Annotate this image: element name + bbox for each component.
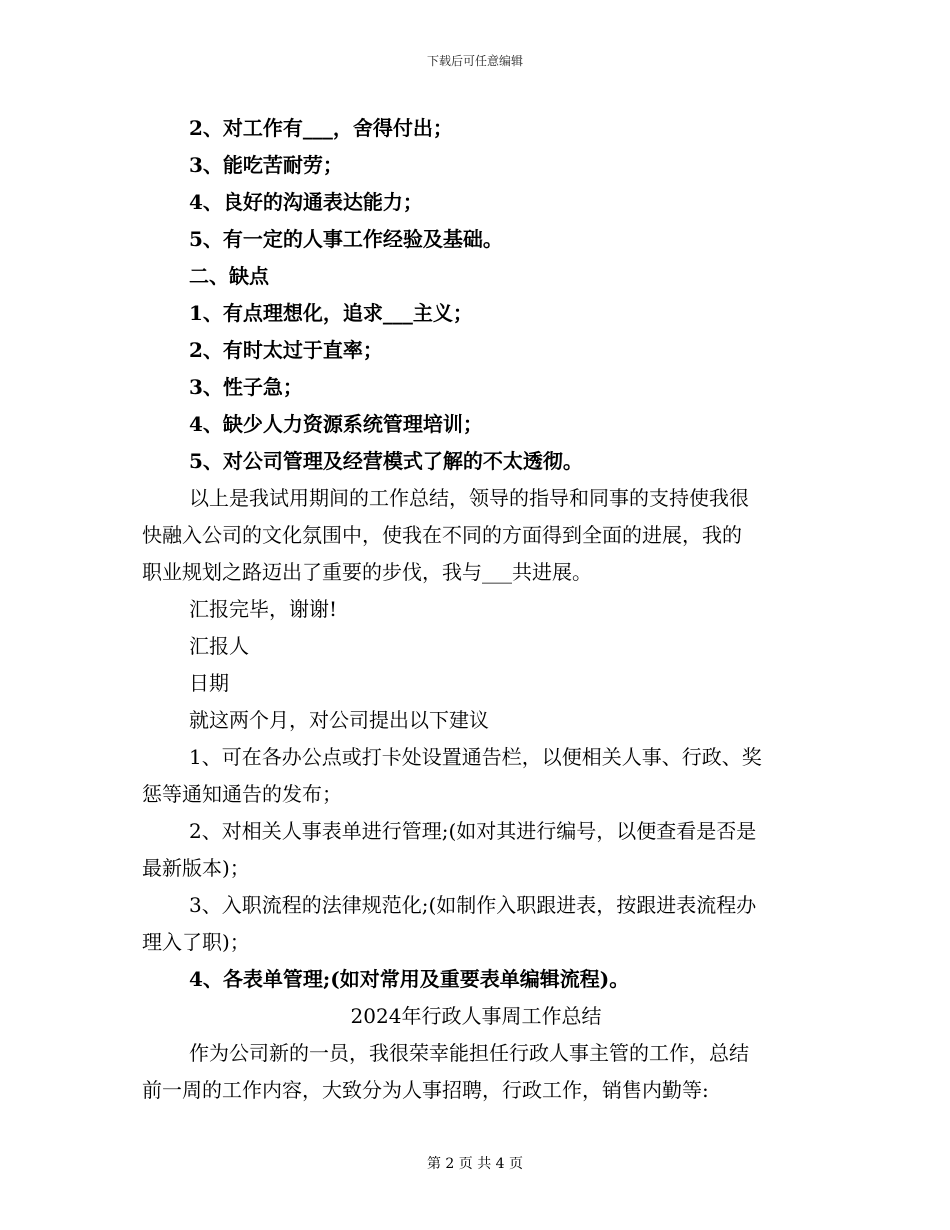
text-line: 4、缺少人力资源系统管理培训； xyxy=(189,412,483,436)
text-line: 5、对公司管理及经营模式了解的不太透彻。 xyxy=(189,449,583,473)
text-line: 2、有时太过于直率； xyxy=(189,338,383,362)
text-line: 以上是我试用期间的工作总结，领导的指导和同事的支持使我很 xyxy=(189,486,749,510)
text-line: 职业规划之路迈出了重要的步伐，我与___共进展。 xyxy=(142,560,592,584)
text-line: 3、性子急； xyxy=(189,375,303,399)
text-line: 前一周的工作内容，大致分为人事招聘，行政工作，销售内勤等: xyxy=(142,1078,709,1102)
text-line: 汇报人 xyxy=(189,634,249,658)
text-line: 汇报完毕，谢谢! xyxy=(189,597,338,621)
section-heading: 二、缺点 xyxy=(189,264,269,288)
text-line: 1、可在各办公点或打卡处设置通告栏，以便相关人事、行政、奖 xyxy=(189,745,762,769)
text-line: 作为公司新的一员，我很荣幸能担任行政人事主管的工作，总结 xyxy=(189,1041,749,1065)
text-line: 3、能吃苦耐劳； xyxy=(189,153,343,177)
text-line: 最新版本)； xyxy=(142,856,250,880)
text-line: 2、对工作有___，舍得付出； xyxy=(189,116,453,140)
text-line: 3、入职流程的法律规范化;(如制作入职跟进表，按跟进表流程办 xyxy=(189,893,757,917)
text-line: 5、有一定的人事工作经验及基础。 xyxy=(189,227,503,251)
text-line: 4、各表单管理;(如对常用及重要表单编辑流程)。 xyxy=(189,967,630,991)
text-line: 就这两个月，对公司提出以下建议 xyxy=(189,708,489,732)
document-title: 2024年行政人事周工作总结 xyxy=(350,1004,602,1028)
document-body xyxy=(142,110,810,1109)
text-line: 1、有点理想化，追求___主义； xyxy=(189,301,473,325)
text-line: 日期 xyxy=(189,671,229,695)
text-line: 快融入公司的文化氛围中，使我在不同的方面得到全面的进展，我的 xyxy=(142,523,742,547)
text-line: 2、对相关人事表单进行管理;(如对其进行编号，以便查看是否是 xyxy=(189,819,757,843)
text-line: 理入了职)； xyxy=(142,930,250,954)
page-footer: 第 2 页 共 4 页 xyxy=(426,1156,524,1172)
text-line: 4、良好的沟通表达能力； xyxy=(189,190,423,214)
page-header: 下载后可任意编辑 xyxy=(426,54,523,68)
text-line: 惩等通知通告的发布； xyxy=(142,782,342,806)
